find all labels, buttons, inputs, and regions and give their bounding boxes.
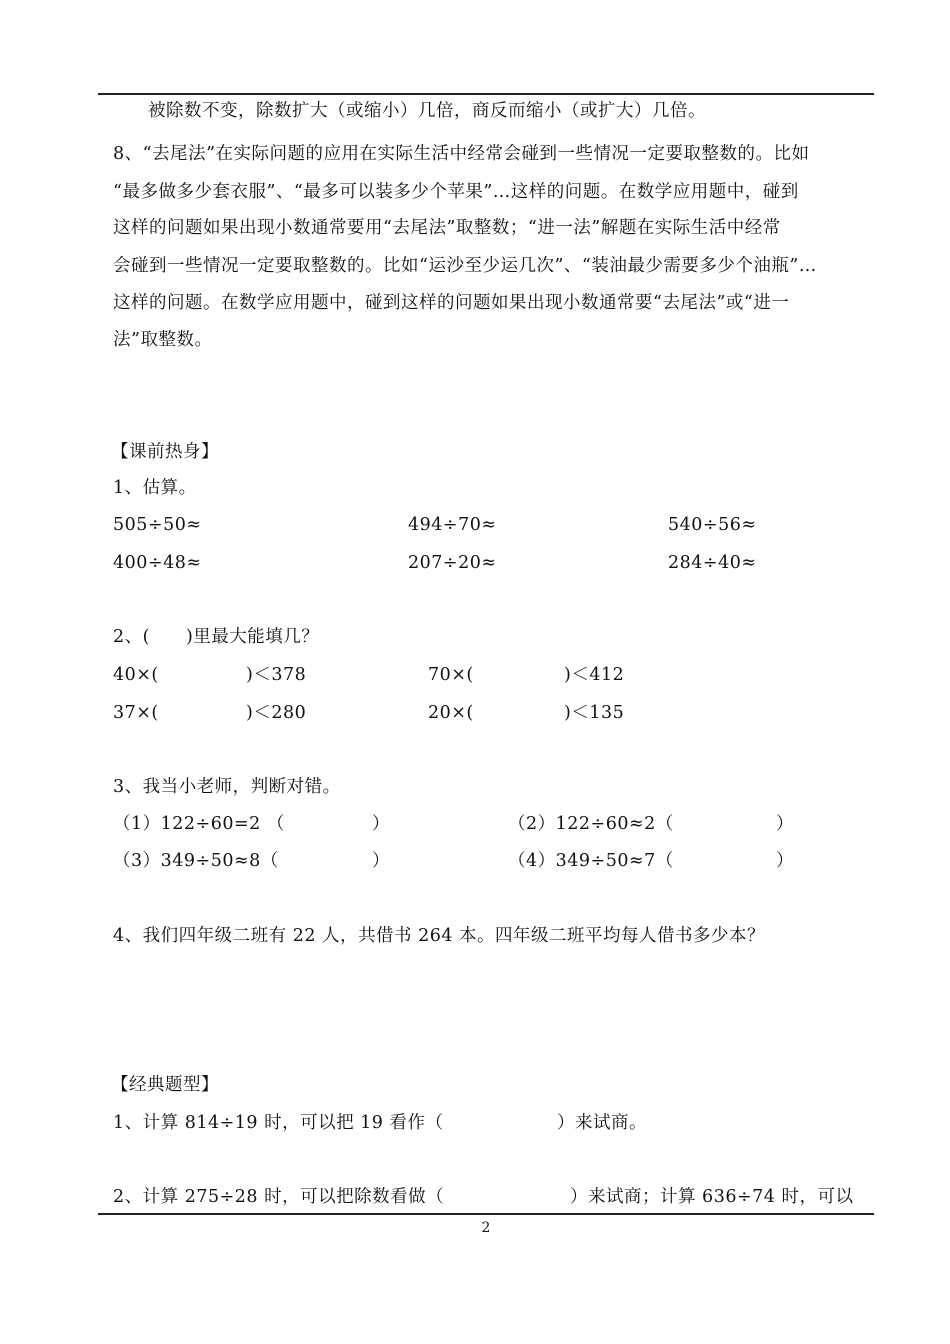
fill-blank-right: )＜378 xyxy=(246,665,307,685)
judge-close: ） xyxy=(776,851,794,871)
fill-blank-left: 70×( xyxy=(428,665,474,685)
warmup-q1-title: 1、估算。 xyxy=(113,478,197,498)
paragraph-8-line-6: 法”取整数。 xyxy=(113,330,213,350)
judge-close: ） xyxy=(372,851,390,871)
judge-item: （3）349÷50≈8（ xyxy=(113,851,279,871)
fill-blank-left: 20×( xyxy=(428,703,474,723)
paragraph-8-line-2: “最多做多少套衣服”、“最多可以装多少个苹果”…这样的问题。在数学应用题中，碰到 xyxy=(113,182,799,202)
warmup-q3-title: 3、我当小老师，判断对错。 xyxy=(113,777,341,797)
paragraph-8-line-1: 8、“去尾法”在实际问题的应用在实际生活中经常会碰到一些情况一定要取整数的。比如 xyxy=(113,144,810,164)
warmup-q2-title: 2、( )里最大能填几？ xyxy=(113,627,320,647)
judge-close: ） xyxy=(372,814,390,834)
page-number: 2 xyxy=(481,1220,491,1236)
paragraph-8-line-5: 这样的问题。在数学应用题中，碰到这样的问题如果出现小数通常要“去尾法”或“进一 xyxy=(113,293,790,313)
estimate-item: 207÷20≈ xyxy=(408,553,497,573)
estimate-item: 400÷48≈ xyxy=(113,553,202,573)
footer-rule xyxy=(98,1213,874,1215)
fill-blank-right: )＜280 xyxy=(246,703,307,723)
classic-q2-right: ）来试商；计算 636÷74 时，可以 xyxy=(570,1187,854,1207)
fill-blank-right: )＜135 xyxy=(564,703,625,723)
judge-item: （4）349÷50≈7（ xyxy=(508,851,674,871)
estimate-item: 494÷70≈ xyxy=(408,515,497,535)
classic-q1-right: ）来试商。 xyxy=(557,1113,647,1133)
judge-item: （2）122÷60≈2（ xyxy=(508,814,674,834)
classic-heading: 【经典题型】 xyxy=(111,1075,219,1095)
intro-line: 被除数不变，除数扩大（或缩小）几倍，商反而缩小（或扩大）几倍。 xyxy=(148,101,706,121)
classic-q1-left: 1、计算 814÷19 时，可以把 19 看作（ xyxy=(113,1113,444,1133)
judge-close: ） xyxy=(776,814,794,834)
judge-item: （1）122÷60=2 （ xyxy=(113,814,285,834)
fill-blank-left: 40×( xyxy=(113,665,159,685)
fill-blank-left: 37×( xyxy=(113,703,159,723)
header-rule xyxy=(98,93,874,95)
paragraph-8-line-4: 会碰到一些情况一定要取整数的。比如“运沙至少运几次”、“装油最少需要多少个油瓶”… xyxy=(113,256,817,276)
warmup-q4: 4、我们四年级二班有 22 人，共借书 264 本。四年级二班平均每人借书多少本？ xyxy=(113,926,766,946)
fill-blank-right: )＜412 xyxy=(564,665,625,685)
estimate-item: 505÷50≈ xyxy=(113,515,202,535)
estimate-item: 540÷56≈ xyxy=(668,515,757,535)
paragraph-8-line-3: 这样的问题如果出现小数通常要用“去尾法”取整数；“进一法”解题在实际生活中经常 xyxy=(113,218,781,238)
classic-q2-left: 2、计算 275÷28 时，可以把除数看做（ xyxy=(113,1187,445,1207)
warmup-heading: 【课前热身】 xyxy=(111,442,219,462)
estimate-item: 284÷40≈ xyxy=(668,553,757,573)
